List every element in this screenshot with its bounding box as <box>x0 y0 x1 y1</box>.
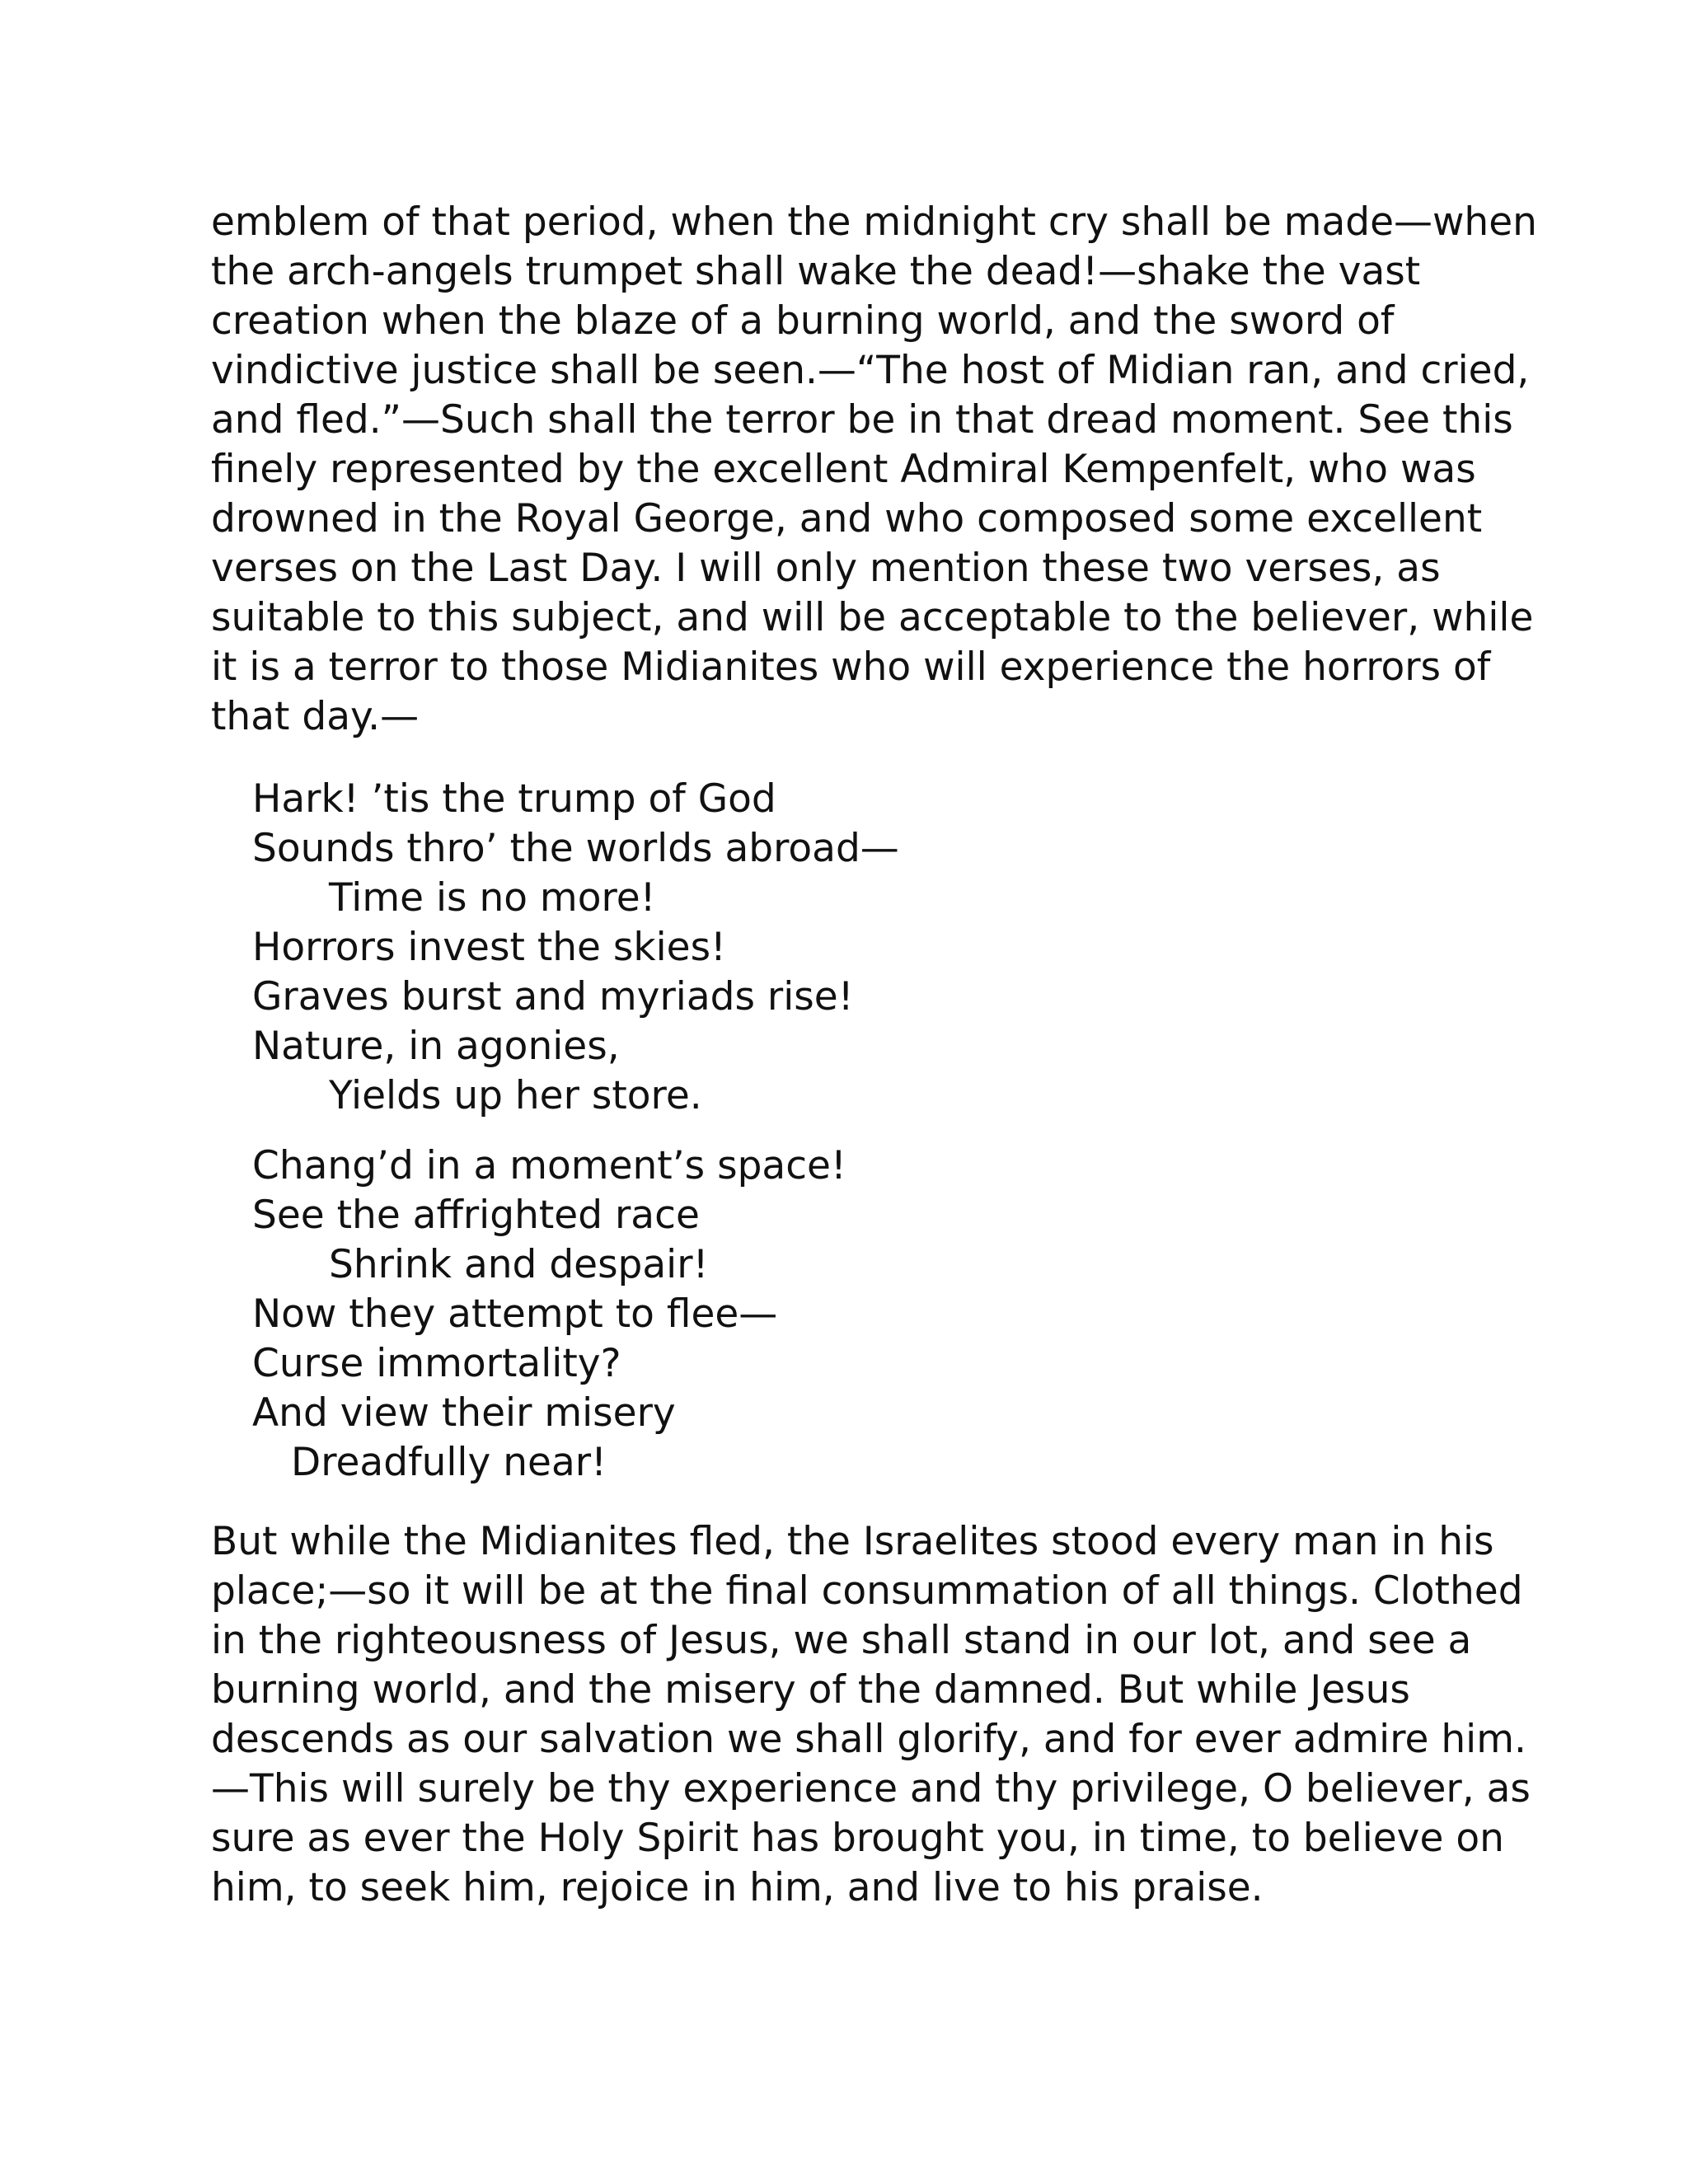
verse-line: Dreadfully near! <box>291 1440 607 1485</box>
text-line: descends as our salvation we shall glorify, and for ever admire him. <box>211 1717 1526 1762</box>
text-line: place;—so it will be at the final consummation of all things. Clothed <box>211 1568 1523 1614</box>
text-line: verses on the Last Day. I will only mention these two verses, as <box>211 546 1441 591</box>
verse-line: Graves burst and myriads rise! <box>252 974 854 1019</box>
text-line: But while the Midianites fled, the Israelites stood every man in his <box>211 1519 1494 1564</box>
text-line: finely represented by the excellent Admiral Kempenfelt, who was <box>211 447 1476 492</box>
verse-line: Yields up her store. <box>329 1073 702 1118</box>
document-page <box>211 198 1537 1913</box>
verse-line: See the affrighted race <box>252 1193 700 1238</box>
verse-1 <box>211 775 1497 1121</box>
text-line: suitable to this subject, and will be acceptable to the believer, while <box>211 595 1534 640</box>
text-line: in the righteousness of Jesus, we shall stand in our lot, and see a <box>211 1618 1472 1663</box>
verse-line: Horrors invest the skies! <box>252 925 726 970</box>
text-line: —This will surely be thy experience and thy privilege, O believer, as <box>211 1766 1531 1811</box>
paragraph-1 <box>211 198 1537 742</box>
text-line: emblem of that period, when the midnight cry shall be made—when <box>211 199 1537 245</box>
verse-2 <box>211 1141 1497 1488</box>
text-line: burning world, and the misery of the damned. But while Jesus <box>211 1667 1410 1713</box>
text-line: that day.— <box>211 694 420 739</box>
verse-line: Chang’d in a moment’s space! <box>252 1143 846 1188</box>
text-line: the arch-angels trumpet shall wake the dead!—shake the vast <box>211 249 1421 294</box>
verse-line: Nature, in agonies, <box>252 1024 620 1069</box>
verse-line: Sounds thro’ the worlds abroad— <box>252 826 899 871</box>
text-line: creation when the blaze of a burning world, and the sword of <box>211 298 1395 344</box>
text-line: him, to seek him, rejoice in him, and live to his praise. <box>211 1865 1264 1910</box>
text-line: sure as ever the Holy Spirit has brought you, in time, to believe on <box>211 1816 1504 1861</box>
paragraph-2 <box>211 1517 1531 1913</box>
verse-line: Shrink and despair! <box>329 1242 709 1287</box>
verse-line: And view their misery <box>252 1390 676 1436</box>
text-line: it is a terror to those Midianites who will experience the horrors of <box>211 644 1491 690</box>
text-line: drowned in the Royal George, and who composed some excellent <box>211 496 1483 541</box>
verse-line: Curse immortality? <box>252 1341 621 1386</box>
verse-line: Time is no more! <box>329 875 656 921</box>
text-line: and fled.”—Such shall the terror be in that dread moment. See this <box>211 397 1513 443</box>
text-line: vindictive justice shall be seen.—“The host of Midian ran, and cried, <box>211 348 1530 393</box>
verse-line: Hark! ’tis the trump of God <box>252 776 776 822</box>
verse-line: Now they attempt to flee— <box>252 1291 778 1337</box>
